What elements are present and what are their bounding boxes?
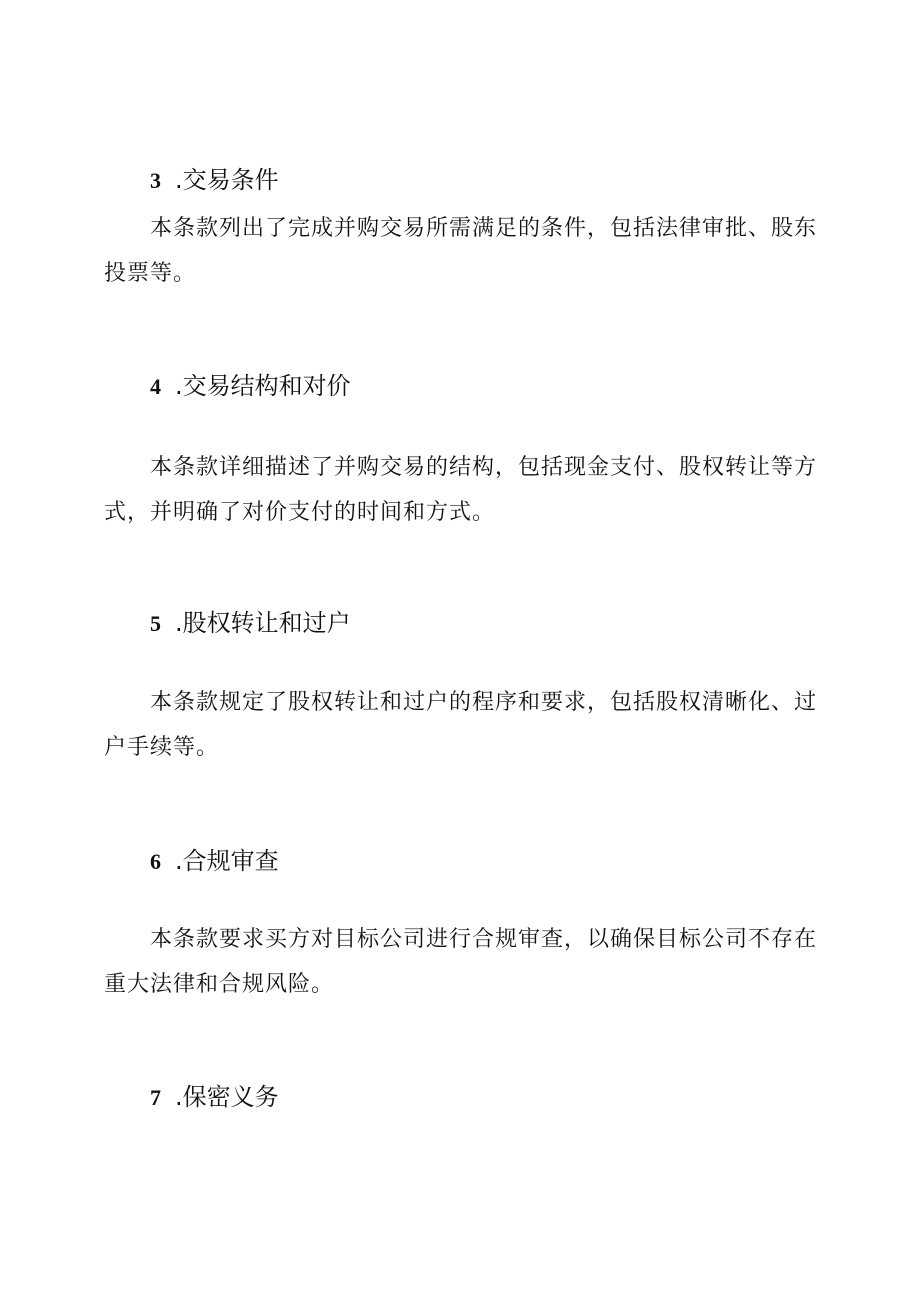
section-title: .交易条件 (175, 166, 279, 194)
section-number: 6 (150, 849, 161, 874)
section-title: .合规审查 (175, 847, 279, 875)
section-title: .交易结构和对价 (175, 372, 351, 400)
section-number: 7 (150, 1085, 161, 1110)
section-number: 5 (150, 611, 161, 636)
section-number: 3 (150, 168, 161, 193)
section-heading-7 (150, 1081, 279, 1114)
section-heading-5 (150, 607, 351, 640)
section-body-4: 本条款详细描述了并购交易的结构，包括现金支付、股权转让等方式，并明确了对价支付的时间和方式。 (104, 455, 818, 525)
section-number: 4 (150, 374, 161, 399)
section-heading-6 (150, 845, 279, 878)
section-body-5: 本条款规定了股权转让和过户的程序和要求，包括股权清晰化、过户手续等。 (104, 690, 818, 760)
section-title: .保密义务 (175, 1083, 279, 1111)
section-heading-3 (150, 164, 279, 197)
section-heading-4 (150, 370, 351, 403)
section-body-3: 本条款列出了完成并购交易所需满足的条件，包括法律审批、股东投票等。 (104, 216, 818, 286)
section-body-6: 本条款要求买方对目标公司进行合规审查，以确保目标公司不存在重大法律和合规风险。 (104, 927, 818, 997)
section-title: .股权转让和过户 (175, 609, 351, 637)
